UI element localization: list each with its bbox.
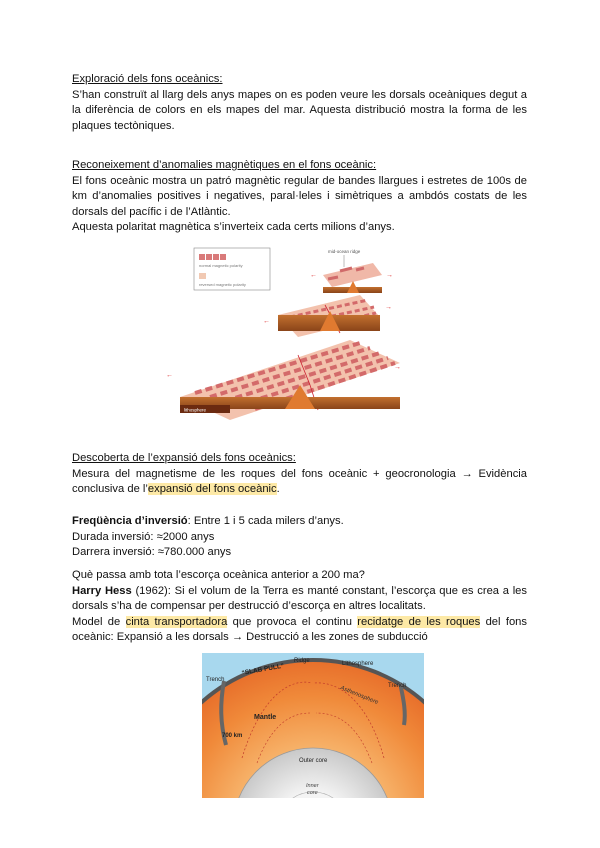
svg-text:→: → bbox=[394, 364, 401, 371]
legend-reversed: reversed magnetic polarity bbox=[199, 282, 246, 287]
section-heading: Reconeixement d’anomalies magnètiques en el fons oceànic: bbox=[72, 159, 377, 171]
section-body-2: Aquesta polaritat magnètica s’inverteix cada certs milions d’anys. bbox=[72, 221, 395, 234]
svg-text:→: → bbox=[386, 272, 393, 279]
ridge-label: Ridge bbox=[294, 658, 310, 664]
text: Mesura del magnetisme de les roques del fons oceànic + geocronologia → Evidència conclusiva de l’ bbox=[72, 467, 527, 496]
magma-label: magma bbox=[289, 407, 305, 413]
text: que provoca el continu bbox=[227, 615, 358, 628]
trench-left-label: Trench bbox=[206, 677, 225, 683]
model-paragraph bbox=[72, 615, 527, 646]
mantle-label: Mantle bbox=[254, 714, 277, 721]
section-hess bbox=[72, 568, 527, 646]
lithosphere-label: Lithosphere bbox=[342, 661, 374, 667]
text: . bbox=[276, 483, 280, 496]
slab-pull-label: “SLAB PULL” bbox=[241, 662, 285, 677]
inner-core-label-1: Inner bbox=[306, 783, 319, 789]
section-body: El fons oceànic mostra un patró magnètic regular de bandes llargues i estretes de 100s de km d’anomalies positives i negatives, paral·leles i simètriques a ambdós costats de les dorsals del pacífic i de l’Atlàntic. bbox=[72, 174, 527, 218]
svg-text:→: → bbox=[385, 304, 392, 311]
trench-right-label: Trench bbox=[388, 683, 407, 689]
frequency-value: : Entre 1 i 5 cada milers d’anys. bbox=[187, 515, 344, 527]
last-inversion-line: Darrera inversió: ≈780.000 anys bbox=[72, 546, 232, 559]
frequency-line bbox=[72, 514, 527, 530]
highlight: recidatge de les roques bbox=[357, 615, 481, 628]
section-seafloor-spreading bbox=[72, 451, 527, 498]
lithosphere-label: lithosphere bbox=[184, 407, 207, 413]
section-body bbox=[72, 467, 527, 498]
text: del fons oceànic: Expansió a les dorsals → Destrucció a les zones de subducció bbox=[72, 615, 527, 644]
asthenosphere-label: Asthenosphere bbox=[339, 685, 379, 706]
section-exploration bbox=[72, 72, 527, 134]
section-heading: Descoberta de l’expansió dels fons oceànics: bbox=[72, 452, 296, 464]
highlight: cinta transportadora bbox=[125, 615, 228, 628]
section-heading: Exploració dels fons oceànics: bbox=[72, 73, 223, 85]
ridge-label: mid-ocean ridge bbox=[328, 249, 361, 254]
legend-normal: normal magnetic polarity bbox=[199, 263, 243, 268]
highlight: expansió del fons oceànic bbox=[147, 483, 277, 496]
text: Model de bbox=[72, 615, 126, 628]
svg-text:←: ← bbox=[263, 318, 270, 325]
inner-core-label-2: core bbox=[307, 790, 318, 796]
earth-convection-figure bbox=[202, 653, 424, 798]
outer-core-label: Outer core bbox=[299, 758, 328, 764]
inversion-stats bbox=[72, 514, 527, 561]
section-body: S’han construït al llarg dels anys mapes on es poden veure les dorsals oceàniques degut a la diferència de colors en els mapes del mar. Aquesta distribució mostra la forma de les plaques tectòniques. bbox=[72, 88, 527, 132]
duration-line: Durada inversió: ≈2000 anys bbox=[72, 530, 215, 543]
question-line: Què passa amb tota l’escorça oceànica anterior a 200 ma? bbox=[72, 569, 365, 581]
hess-name: Harry Hess bbox=[72, 584, 132, 597]
section-magnetic-anomalies bbox=[72, 158, 527, 236]
text: (1962): Si el volum de la Terra es manté constant, l’escorça que es crea a les dorsals s’ha de compensar per destrucció d’escorça en altres localitats. bbox=[72, 584, 527, 613]
magnetic-stripes-figure bbox=[160, 245, 430, 420]
hess-paragraph bbox=[72, 584, 527, 615]
depth-label: 700 km bbox=[222, 733, 243, 739]
svg-text:←: ← bbox=[310, 272, 317, 279]
svg-text:←: ← bbox=[166, 372, 173, 379]
frequency-label: Freqüència d’inversió bbox=[72, 515, 188, 527]
